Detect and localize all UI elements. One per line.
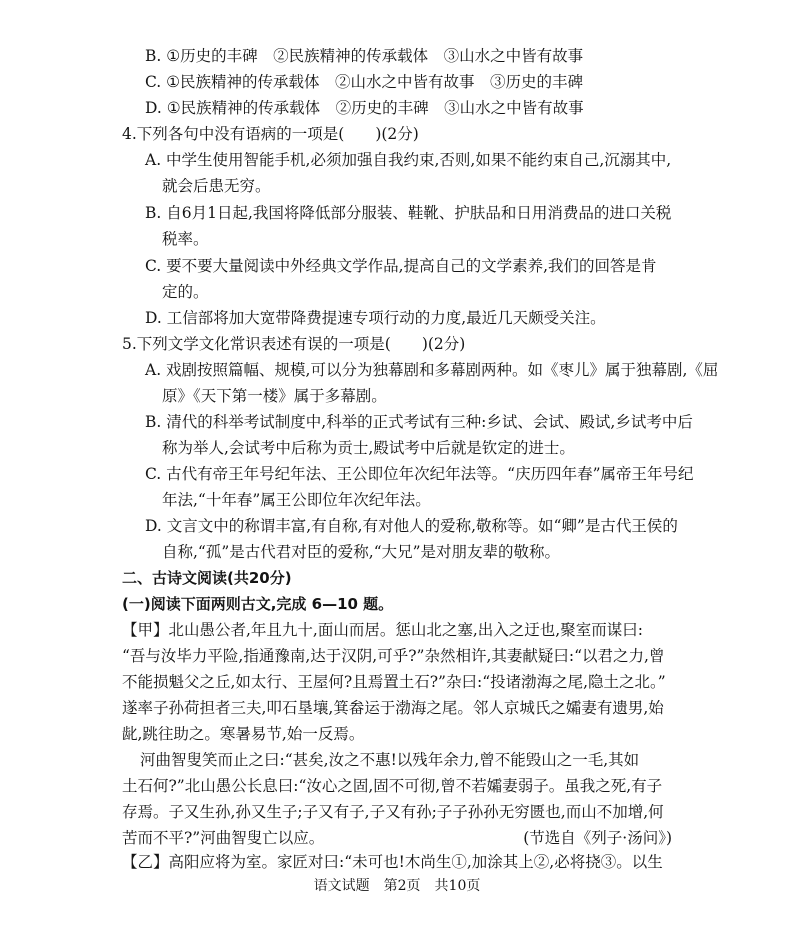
q5-option-d: D. 文言文中的称谓丰富,有自称,有对他人的爱称,敬称等。如“卿”是古代王侯的 bbox=[145, 517, 678, 535]
passage-jia-line: 苦而不平?”河曲智叟亡以应。 bbox=[122, 829, 325, 847]
q5-option-d-cont: 自称,“孤”是古代君对臣的爱称,“大兄”是对朋友辈的敬称。 bbox=[162, 543, 561, 561]
q4-option-a: A. 中学生使用智能手机,必须加强自我约束,否则,如果不能约束自己,沉溺其中, bbox=[145, 151, 672, 169]
q4-option-d: D. 工信部将加大宽带降费提速专项行动的力度,最近几天颇受关注。 bbox=[145, 309, 606, 327]
section-2-subtitle: (一)阅读下面两则古文,完成 6—10 题。 bbox=[122, 595, 394, 613]
passage-jia-line: “吾与汝毕力平险,指通豫南,达于汉阴,可乎?”杂然相许,其妻献疑曰:“以君之力,曾 bbox=[122, 647, 665, 665]
q4-option-c-cont: 定的。 bbox=[162, 283, 209, 301]
section-2-title: 二、古诗文阅读(共20分) bbox=[122, 569, 292, 587]
q5-option-c-cont: 年法,“十年春”属王公即位年次纪年法。 bbox=[162, 491, 431, 509]
passage-jia-line: 不能损魁父之丘,如太行、王屋何?且焉置土石?”杂曰:“投诸渤海之尾,隐土之北。” bbox=[122, 673, 666, 691]
q4-option-b: B. 自6月1日起,我国将降低部分服装、鞋靴、护肤品和日用消费品的进口关税 bbox=[145, 204, 672, 222]
q4-option-a-cont: 就会后患无穷。 bbox=[162, 177, 271, 195]
q3-option-d: D. ①民族精神的传承载体 ②历史的丰碑 ③山水之中皆有故事 bbox=[145, 99, 584, 117]
passage-jia-line: 河曲智叟笑而止之曰:“甚矣,汝之不惠!以残年余力,曾不能毁山之一毛,其如 bbox=[140, 751, 640, 769]
q5-option-b: B. 清代的科举考试制度中,科举的正式考试有三种:乡试、会试、殿试,乡试考中后 bbox=[145, 413, 693, 431]
passage-yi-line: 【乙】高阳应将为室。家匠对曰:“未可也!木尚生①,加涂其上②,必将挠③。以生 bbox=[122, 853, 663, 871]
q5-option-a: A. 戏剧按照篇幅、规模,可以分为独幕剧和多幕剧两种。如《枣儿》属于独幕剧,《屈 bbox=[145, 361, 719, 379]
page-footer: 语文试题 第2页 共10页 bbox=[313, 878, 481, 894]
passage-jia-line: 【甲】北山愚公者,年且九十,面山而居。惩山北之塞,出入之迂也,聚室而谋曰: bbox=[122, 621, 643, 639]
passage-jia-source: (节选自《列子·汤问》) bbox=[523, 829, 672, 847]
passage-jia-line: 遂率子孙荷担者三夫,叩石垦壤,箕畚运于渤海之尾。邻人京城氏之孀妻有遗男,始 bbox=[122, 699, 664, 717]
q5-option-b-cont: 称为举人,会试考中后称为贡士,殿试考中后就是钦定的进士。 bbox=[162, 439, 575, 457]
q4-stem: 4.下列各句中没有语病的一项是( )(2分) bbox=[122, 125, 419, 143]
q3-option-c: C. ①民族精神的传承载体 ②山水之中皆有故事 ③历史的丰碑 bbox=[145, 73, 584, 91]
passage-jia-line: 土石何?”北山愚公长息曰:“汝心之固,固不可彻,曾不若孀妻弱子。虽我之死,有子 bbox=[122, 777, 663, 795]
q4-option-c: C. 要不要大量阅读中外经典文学作品,提高自己的文学素养,我们的回答是肯 bbox=[145, 257, 657, 275]
q5-stem: 5.下列文学文化常识表述有误的一项是( )(2分) bbox=[122, 335, 466, 353]
q5-option-c: C. 古代有帝王年号纪年法、王公即位年次纪年法等。“庆历四年春”属帝王年号纪 bbox=[145, 465, 694, 483]
q3-option-b: B. ①历史的丰碑 ②民族精神的传承载体 ③山水之中皆有故事 bbox=[145, 47, 584, 65]
q5-option-a-cont: 原》《天下第一楼》属于多幕剧。 bbox=[162, 387, 387, 405]
q4-option-b-cont: 税率。 bbox=[162, 230, 209, 248]
passage-jia-line: 存焉。子又生孙,孙又生子;子又有子,子又有孙;子子孙孙无穷匮也,而山不加增,何 bbox=[122, 803, 664, 821]
passage-jia-line: 龀,跳往助之。寒暑易节,始一反焉。 bbox=[122, 725, 365, 743]
